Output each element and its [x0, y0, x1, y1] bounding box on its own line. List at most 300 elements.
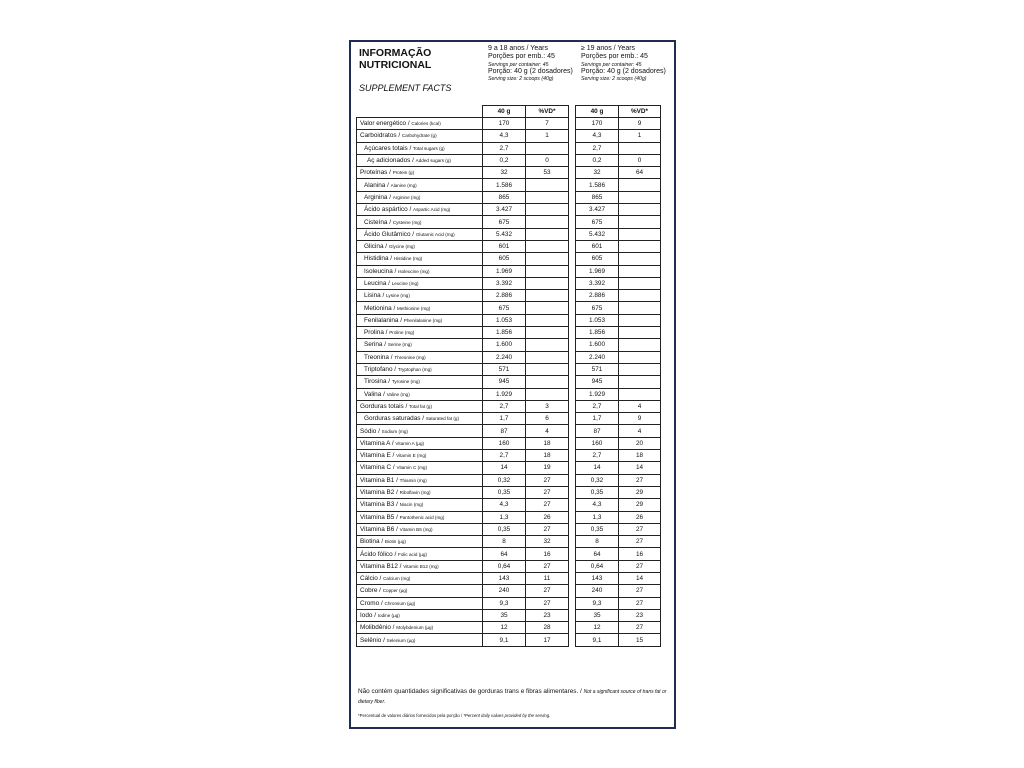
- amount-19-plus: 605: [576, 253, 619, 265]
- nutrient-name-en: Chromium (µg): [384, 600, 416, 606]
- dv-19-plus: [619, 302, 661, 314]
- amount-9-18: 160: [483, 437, 526, 449]
- column-gap: [569, 523, 576, 535]
- amount-19-plus: 2.886: [576, 290, 619, 302]
- amount-9-18: 1.600: [483, 339, 526, 351]
- column-gap: [569, 277, 576, 289]
- dv-9-18: [526, 351, 569, 363]
- amount-9-18: 2.240: [483, 351, 526, 363]
- dv-9-18: [526, 204, 569, 216]
- nutrient-name-pt: Vitamina B5 /: [360, 513, 400, 521]
- table-row: [357, 597, 661, 609]
- nutrient-name: [357, 130, 483, 142]
- amount-19-plus: 160: [576, 437, 619, 449]
- table-row: [357, 425, 661, 437]
- nutrient-name-pt: Molibdênio /: [360, 624, 397, 632]
- nutrient-name: [357, 290, 483, 302]
- nutrient-name-pt: Tirosina /: [364, 378, 392, 386]
- amount-19-plus: 0,35: [576, 523, 619, 535]
- dv-19-plus: [619, 179, 661, 191]
- amount-19-plus: 3.392: [576, 277, 619, 289]
- nutrient-name-en: Added sugars (g): [415, 158, 451, 164]
- amount-19-plus: 601: [576, 240, 619, 252]
- column-gap: [569, 462, 576, 474]
- table-row: [357, 339, 661, 351]
- dv-19-plus: 14: [619, 572, 661, 584]
- amount-9-18: 3.427: [483, 204, 526, 216]
- nutrition-table: [356, 105, 661, 647]
- dv-19-plus: 27: [619, 536, 661, 548]
- table-row: [357, 400, 661, 412]
- nutrient-name-en: Vitamin C (mg): [396, 465, 428, 471]
- dv-9-18: [526, 388, 569, 400]
- nutrient-name: [357, 548, 483, 560]
- table-row: [357, 154, 661, 166]
- column-gap: [569, 634, 576, 646]
- dv-9-18: [526, 228, 569, 240]
- col2-servings-en: Servings per container: 45: [581, 61, 642, 68]
- dv-9-18: [526, 179, 569, 191]
- dv-9-18: 27: [526, 585, 569, 597]
- col2-size-en: Serving size: 2 scoops (40g): [581, 76, 647, 83]
- nutrient-name-pt: Açúcares totais /: [364, 144, 414, 152]
- nutrient-name-en: Glutamic Acid (mg): [415, 231, 455, 237]
- amount-9-18: 9,1: [483, 634, 526, 646]
- column-gap: [569, 560, 576, 572]
- column-header-9-18: [488, 45, 573, 82]
- column-gap: [569, 154, 576, 166]
- column-gap: [569, 388, 576, 400]
- column-gap: [569, 216, 576, 228]
- nutrient-name: [357, 179, 483, 191]
- nutrient-name-en: Vitamin B12 (mg): [403, 563, 439, 569]
- nutrient-name: [357, 154, 483, 166]
- amount-19-plus: 571: [576, 363, 619, 375]
- nutrient-name-en: Proline (mg): [389, 330, 415, 336]
- dv-9-18: [526, 376, 569, 388]
- table-row: [357, 536, 661, 548]
- table-row: [357, 216, 661, 228]
- dv-19-plus: 23: [619, 609, 661, 621]
- table-row: [357, 277, 661, 289]
- column-gap: [569, 536, 576, 548]
- col1-servings-pt: Porções por emb.: 45: [488, 53, 555, 61]
- dv-19-plus: 1: [619, 130, 661, 142]
- table-row: [357, 351, 661, 363]
- col2-age: ≥ 19 anos / Years: [581, 45, 636, 52]
- nutrient-name-pt: Alanina /: [364, 181, 391, 189]
- column-gap: [569, 265, 576, 277]
- nutrient-name-pt: Lisina /: [364, 292, 387, 300]
- column-gap: [569, 413, 576, 425]
- nutrient-name-pt: Biotina /: [360, 538, 385, 546]
- nutrient-name-pt: Ácido fólico /: [360, 550, 399, 558]
- nutrient-name-pt: Vitamina B12 /: [360, 562, 404, 570]
- nutrient-name-pt: Cobre /: [360, 587, 383, 595]
- nutrient-name-pt: Arginina /: [364, 193, 393, 201]
- table-row: [357, 191, 661, 203]
- nutrient-name-en: Riboflavin (mg): [399, 490, 431, 496]
- dv-9-18: 27: [526, 560, 569, 572]
- amount-19-plus: 1.586: [576, 179, 619, 191]
- nutrient-name-en: Threonine (mg): [394, 354, 426, 360]
- column-gap: [569, 450, 576, 462]
- dv-9-18: 32: [526, 536, 569, 548]
- dv-9-18: [526, 277, 569, 289]
- nutrient-name-en: Protein (g): [392, 170, 415, 176]
- table-row: [357, 462, 661, 474]
- column-gap: [569, 572, 576, 584]
- nutrient-name-en: Biotin (µg): [384, 539, 406, 545]
- column-gap: [569, 425, 576, 437]
- amount-9-18: 4,3: [483, 499, 526, 511]
- table-row: [357, 302, 661, 314]
- amount-9-18: 571: [483, 363, 526, 375]
- column-gap: [569, 191, 576, 203]
- amount-19-plus: 4,3: [576, 499, 619, 511]
- nutrient-name: [357, 253, 483, 265]
- col2-size-pt: Porção: 40 g (2 dosadores): [581, 67, 666, 75]
- dv-9-18: 27: [526, 523, 569, 535]
- header-amount-2: 40 g: [576, 106, 619, 118]
- amount-19-plus: 9,1: [576, 634, 619, 646]
- table-row: [357, 622, 661, 634]
- nutrient-name: [357, 339, 483, 351]
- dv-19-plus: [619, 142, 661, 154]
- dv-9-18: 18: [526, 437, 569, 449]
- dv-19-plus: [619, 363, 661, 375]
- nutrient-name: [357, 228, 483, 240]
- table-row: [357, 560, 661, 572]
- column-gap: [569, 400, 576, 412]
- nutrient-name: [357, 400, 483, 412]
- nutrient-name: [357, 363, 483, 375]
- nutrient-name-en: Cysteine (mg): [392, 219, 422, 225]
- nutrient-name-en: Phenilalanine (mg): [403, 317, 443, 323]
- nutrient-name: [357, 351, 483, 363]
- amount-19-plus: 64: [576, 548, 619, 560]
- table-row: [357, 376, 661, 388]
- dv-19-plus: 4: [619, 425, 661, 437]
- amount-9-18: 1,7: [483, 413, 526, 425]
- nutrient-name-en: Tyrosine (mg): [391, 379, 420, 385]
- dv-9-18: 18: [526, 450, 569, 462]
- nutrient-name-pt: Metionina /: [364, 304, 398, 312]
- column-gap: [569, 179, 576, 191]
- nutrient-name-pt: Sódio /: [360, 427, 382, 435]
- amount-19-plus: 0,35: [576, 486, 619, 498]
- table-row: [357, 572, 661, 584]
- amount-19-plus: 1.856: [576, 327, 619, 339]
- footnote-pt: Não contém quantidades significativas de gorduras trans e fibras alimentares. /: [358, 688, 584, 695]
- dv-9-18: 23: [526, 609, 569, 621]
- dv-19-plus: 9: [619, 118, 661, 130]
- dv-9-18: 17: [526, 634, 569, 646]
- dv-19-plus: [619, 339, 661, 351]
- amount-9-18: 945: [483, 376, 526, 388]
- column-gap: [569, 142, 576, 154]
- table-row: [357, 179, 661, 191]
- title-en: SUPPLEMENT FACTS: [359, 83, 452, 93]
- nutrient-name-en: Calcium (mg): [383, 576, 411, 582]
- amount-19-plus: 3.427: [576, 204, 619, 216]
- dv-19-plus: 20: [619, 437, 661, 449]
- column-gap: [569, 167, 576, 179]
- column-gap: [569, 376, 576, 388]
- dv-9-18: 16: [526, 548, 569, 560]
- amount-9-18: 1.929: [483, 388, 526, 400]
- column-gap: [569, 130, 576, 142]
- dv-19-plus: 27: [619, 597, 661, 609]
- amount-9-18: 675: [483, 302, 526, 314]
- column-gap: [569, 351, 576, 363]
- nutrient-name: [357, 216, 483, 228]
- amount-9-18: 64: [483, 548, 526, 560]
- dv-9-18: 27: [526, 499, 569, 511]
- table-row: [357, 486, 661, 498]
- amount-19-plus: 87: [576, 425, 619, 437]
- dv-19-plus: [619, 277, 661, 289]
- amount-19-plus: 0,64: [576, 560, 619, 572]
- amount-19-plus: 4,3: [576, 130, 619, 142]
- dv-19-plus: [619, 228, 661, 240]
- nutrient-name: [357, 277, 483, 289]
- dv-19-plus: [619, 216, 661, 228]
- dv-9-18: [526, 216, 569, 228]
- header-dv-2: %VD*: [619, 106, 661, 118]
- nutrient-name-pt: Gorduras saturadas /: [364, 415, 426, 423]
- table-row: [357, 388, 661, 400]
- dv-19-plus: 4: [619, 400, 661, 412]
- table-row: [357, 204, 661, 216]
- table-row: [357, 437, 661, 449]
- amount-9-18: 5.432: [483, 228, 526, 240]
- dv-9-18: [526, 327, 569, 339]
- col1-size-pt: Porção: 40 g (2 dosadores): [488, 67, 573, 75]
- nutrient-name: [357, 486, 483, 498]
- nutrient-name: [357, 585, 483, 597]
- nutrient-name-pt: Histidina /: [364, 255, 394, 263]
- dv-9-18: [526, 191, 569, 203]
- dv-9-18: [526, 290, 569, 302]
- table-row: [357, 265, 661, 277]
- nutrient-name: [357, 327, 483, 339]
- dv-19-plus: [619, 351, 661, 363]
- dv-9-18: 1: [526, 130, 569, 142]
- nutrient-name: [357, 191, 483, 203]
- nutrient-name-pt: Valor energético /: [360, 120, 412, 128]
- nutrient-name-en: Total fat (g): [409, 403, 433, 409]
- dv-19-plus: 27: [619, 474, 661, 486]
- dv-note-en: *Percent daily values provided by the serving.: [463, 713, 551, 718]
- column-gap: [569, 511, 576, 523]
- column-gap: [569, 314, 576, 326]
- footnote-trans-fat: [358, 687, 670, 707]
- nutrient-name-pt: Serina /: [364, 341, 388, 349]
- dv-19-plus: 0: [619, 154, 661, 166]
- amount-9-18: 2,7: [483, 450, 526, 462]
- table-row: [357, 314, 661, 326]
- nutrient-name-pt: Ácido aspártico /: [364, 206, 414, 214]
- table-row: [357, 118, 661, 130]
- amount-9-18: 32: [483, 167, 526, 179]
- amount-9-18: 12: [483, 622, 526, 634]
- amount-9-18: 1.969: [483, 265, 526, 277]
- table-header-row: [357, 106, 661, 118]
- nutrient-name: [357, 536, 483, 548]
- col1-size-en: Serving size: 2 scoops (40g): [488, 76, 554, 83]
- dv-9-18: [526, 265, 569, 277]
- dv-9-18: 27: [526, 486, 569, 498]
- column-gap: [569, 437, 576, 449]
- amount-9-18: 240: [483, 585, 526, 597]
- nutrient-name: [357, 118, 483, 130]
- table-row: [357, 548, 661, 560]
- table-row: [357, 585, 661, 597]
- nutrient-name-en: Arginine (mg): [392, 194, 421, 200]
- amount-19-plus: 170: [576, 118, 619, 130]
- nutrient-name: [357, 474, 483, 486]
- dv-9-18: [526, 302, 569, 314]
- dv-19-plus: [619, 191, 661, 203]
- amount-9-18: 87: [483, 425, 526, 437]
- label-header: [351, 42, 674, 105]
- table-row: [357, 228, 661, 240]
- table-row: [357, 413, 661, 425]
- nutrient-name-en: Calories (kcal): [411, 121, 441, 127]
- nutrient-name-en: Molybdenium (µg): [396, 625, 434, 631]
- nutrient-name: [357, 609, 483, 621]
- amount-9-18: 0,35: [483, 486, 526, 498]
- dv-9-18: 6: [526, 413, 569, 425]
- nutrient-name-en: Thiamin (mg): [399, 477, 427, 483]
- nutrient-name: [357, 572, 483, 584]
- dv-19-plus: 18: [619, 450, 661, 462]
- column-gap: [569, 240, 576, 252]
- nutrient-name: [357, 437, 483, 449]
- nutrient-name: [357, 302, 483, 314]
- table-row: [357, 240, 661, 252]
- dv-9-18: [526, 240, 569, 252]
- amount-9-18: 1.856: [483, 327, 526, 339]
- table-row: [357, 499, 661, 511]
- amount-9-18: 1.586: [483, 179, 526, 191]
- nutrient-name-pt: Prolina /: [364, 329, 390, 337]
- dv-19-plus: [619, 327, 661, 339]
- amount-19-plus: 9,3: [576, 597, 619, 609]
- dv-note-pt: *Percentual de valores diários fornecidos pela porção /: [358, 713, 464, 718]
- amount-9-18: 675: [483, 216, 526, 228]
- nutrient-name-en: Total sugars (g): [413, 145, 445, 151]
- column-gap: [569, 339, 576, 351]
- column-gap: [569, 548, 576, 560]
- nutrient-name-pt: Vitamina A /: [360, 439, 396, 447]
- nutrient-name-pt: Iodo /: [360, 612, 378, 620]
- dv-9-18: 26: [526, 511, 569, 523]
- dv-19-plus: 64: [619, 167, 661, 179]
- amount-9-18: 2,7: [483, 400, 526, 412]
- table-row: [357, 523, 661, 535]
- column-gap: [569, 228, 576, 240]
- dv-19-plus: [619, 376, 661, 388]
- nutrient-name: [357, 240, 483, 252]
- nutrient-name: [357, 597, 483, 609]
- nutrient-name-en: Vitamin B6 (mg): [399, 526, 433, 532]
- amount-19-plus: 1.053: [576, 314, 619, 326]
- nutrient-name-pt: Cromo /: [360, 599, 385, 607]
- amount-9-18: 143: [483, 572, 526, 584]
- nutrient-name-en: Tryptophan (mg): [397, 367, 432, 373]
- table-row: [357, 609, 661, 621]
- nutrient-name: [357, 388, 483, 400]
- nutrient-name: [357, 462, 483, 474]
- column-gap: [569, 499, 576, 511]
- nutrient-name-en: Pantothenic acid (mg): [399, 514, 445, 520]
- column-gap: [569, 597, 576, 609]
- dv-9-18: 19: [526, 462, 569, 474]
- nutrient-name-pt: Carboidratos /: [360, 132, 402, 140]
- amount-9-18: 0,64: [483, 560, 526, 572]
- nutrient-name: [357, 622, 483, 634]
- amount-19-plus: 12: [576, 622, 619, 634]
- amount-19-plus: 2,7: [576, 450, 619, 462]
- amount-9-18: 35: [483, 609, 526, 621]
- col2-servings-pt: Porções por emb.: 45: [581, 53, 648, 61]
- dv-19-plus: 9: [619, 413, 661, 425]
- table-row: [357, 450, 661, 462]
- column-gap: [569, 486, 576, 498]
- dv-19-plus: 14: [619, 462, 661, 474]
- dv-9-18: 4: [526, 425, 569, 437]
- nutrient-name-en: Aspartic Acid (mg): [413, 207, 451, 213]
- column-gap: [569, 474, 576, 486]
- nutrient-name-en: Selenium (µg): [386, 637, 416, 643]
- amount-9-18: 601: [483, 240, 526, 252]
- dv-9-18: 27: [526, 474, 569, 486]
- dv-19-plus: [619, 314, 661, 326]
- dv-9-18: [526, 142, 569, 154]
- nutrient-name-pt: Ácido Glutâmico /: [364, 230, 416, 238]
- nutrient-name: [357, 167, 483, 179]
- column-gap: [569, 204, 576, 216]
- nutrient-name: [357, 265, 483, 277]
- dv-9-18: 27: [526, 597, 569, 609]
- nutrient-name-en: Serine (mg): [387, 342, 412, 348]
- nutrient-name-en: Saturated fat (g): [425, 416, 460, 422]
- nutrient-name-pt: Aç adicionados /: [367, 157, 416, 165]
- nutrient-name-pt: Vitamina B2 /: [360, 489, 400, 497]
- footnote-en: Not a significant source of trans fat or dietary fiber.: [358, 689, 667, 705]
- footnote-daily-values: [358, 713, 550, 718]
- dv-19-plus: 16: [619, 548, 661, 560]
- header-amount-1: 40 g: [483, 106, 526, 118]
- dv-19-plus: 26: [619, 511, 661, 523]
- dv-19-plus: [619, 204, 661, 216]
- nutrient-name-pt: Proteínas /: [360, 169, 393, 177]
- dv-19-plus: [619, 240, 661, 252]
- amount-19-plus: 5.432: [576, 228, 619, 240]
- nutrient-name-pt: Glicina /: [364, 243, 389, 251]
- amount-19-plus: 2,7: [576, 142, 619, 154]
- column-gap: [569, 290, 576, 302]
- amount-9-18: 9,3: [483, 597, 526, 609]
- nutrient-name-en: Glycine (mg): [388, 244, 415, 250]
- amount-9-18: 0,2: [483, 154, 526, 166]
- amount-19-plus: 0,32: [576, 474, 619, 486]
- nutrient-name: [357, 413, 483, 425]
- amount-19-plus: 143: [576, 572, 619, 584]
- dv-19-plus: 27: [619, 585, 661, 597]
